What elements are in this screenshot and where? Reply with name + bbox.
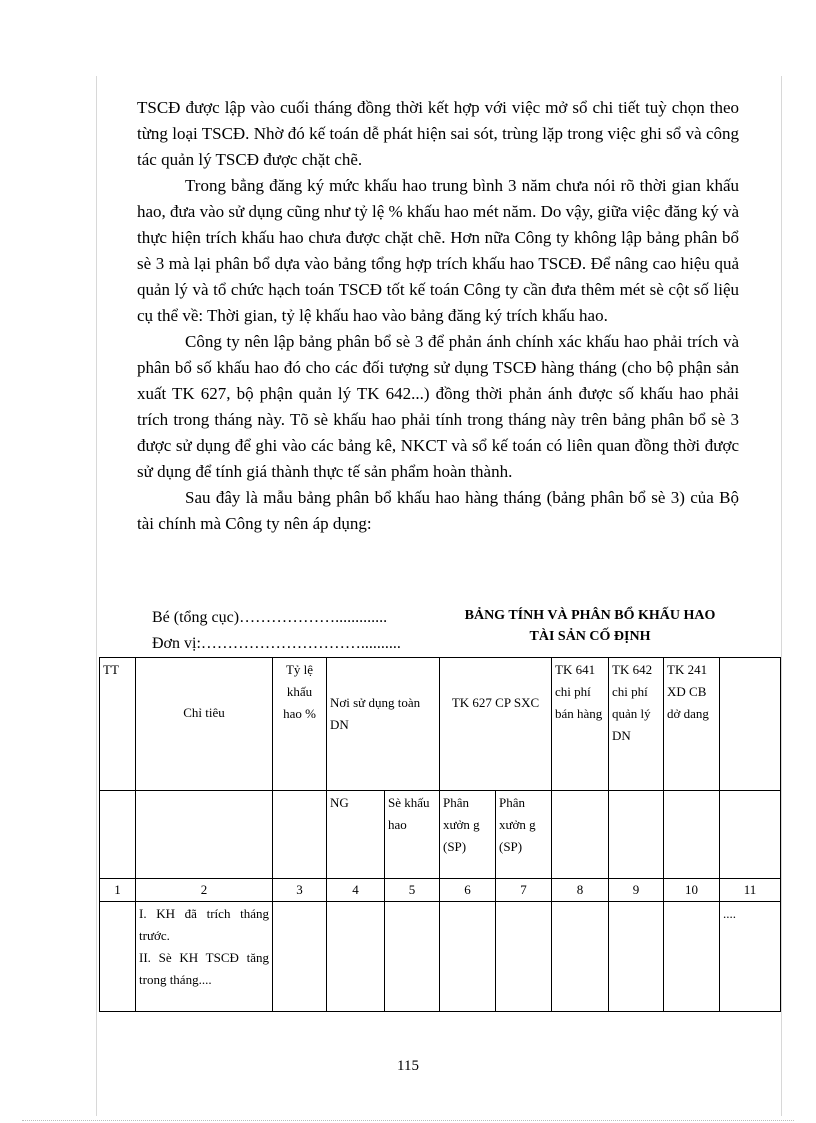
column-number-row (100, 879, 781, 902)
col-number: 4 (327, 879, 385, 902)
col-number: 11 (720, 879, 781, 902)
header-tt: TT (100, 658, 136, 791)
row-chi-tieu (136, 902, 273, 1012)
header-tk641: TK 641 chi phí bán hàng (552, 658, 609, 791)
subheader-phan-xuong-1: Phân xưởn g (SP) (440, 791, 496, 879)
col-number: 8 (552, 879, 609, 902)
subheader-phan-xuong-2: Phân xưởn g (SP) (496, 791, 552, 879)
table-header-row (100, 658, 781, 791)
table-row (100, 902, 781, 1012)
form-title-line-1: BẢNG TÍNH VÀ PHÂN BỔ KHẤU HAO (464, 608, 716, 623)
unit-line-2: Đơn vị:………………………….......... (152, 635, 401, 652)
depreciation-table (99, 657, 781, 1012)
row-line-kh-thang-truoc: I. KH đã trích tháng trước. (139, 906, 269, 943)
header-tk627: TK 627 CP SXC (440, 658, 552, 791)
header-tk241: TK 241 XD CB dở dang (664, 658, 720, 791)
header-chi-tieu: Chỉ tiêu (136, 658, 273, 791)
col-number: 5 (385, 879, 440, 902)
table-subheader-row (100, 791, 781, 879)
paragraph-1: TSCĐ được lập vào cuối tháng đồng thời kết hợp với việc mở sổ chi tiết tuỳ chọn theo từng loại TSCĐ. Nhờ đó kế toán dễ phát hiện sai sót, trùng lặp trong việc ghi sổ và công tác quản lý TSCĐ được chặt chẽ. (137, 98, 739, 169)
col-number: 2 (136, 879, 273, 902)
col-number: 3 (273, 879, 327, 902)
subheader-so-khau-hao: Sè khấu hao (385, 791, 440, 879)
col-number: 10 (664, 879, 720, 902)
form-title-line-2: TÀI SẢN CỐ ĐỊNH (529, 629, 651, 644)
paragraph-2: Trong bẳng đăng ký mức khấu hao trung bình 3 năm chưa nói rõ thời gian khấu hao, đưa vào sử dụng cũng như tỷ lệ % khấu hao mét năm. Do vậy, giữa việc đăng ký và thực hiện trích khấu hao chưa được chặt chẽ. Hơn nữa Công ty không lập bảng phân bổ sè 3 mà lại phân bổ dựa vào bảng tổng hợp trích khấu hao TSCĐ. Để nâng cao hiệu quả quản lý và tổ chức hạch toán TSCĐ tốt kế toán Công ty cần đưa thêm mét sè cột số liệu cụ thể về: Thời gian, tỷ lệ khấu hao vào bảng đăng ký trích khấu hao. (137, 176, 739, 325)
form-unit-block (152, 605, 401, 657)
unit-line-1: Bé (tổng cục)………………............. (152, 609, 388, 626)
col-number: 6 (440, 879, 496, 902)
header-noi-su-dung: Nơi sử dụng toàn DN (327, 658, 440, 791)
header-tk642: TK 642 chi phí quản lý DN (609, 658, 664, 791)
col-number: 9 (609, 879, 664, 902)
body-text (137, 95, 739, 537)
row-col11-ellipsis: .... (720, 902, 781, 1012)
paragraph-3: Công ty nên lập bảng phân bổ sè 3 để phản ánh chính xác khấu hao phải trích và phân bổ số khấu hao đó cho các đối tượng sử dụng TSCĐ hàng tháng (cho bộ phận sản xuất TK 627, bộ phận quản lý TK 642...) đồng thời phản ánh được số khấu hao phải trích trong tháng này. Tõ sè khấu hao phải tính trong tháng này trên bảng phân bổ sè 3 được sử dụng để ghi vào các bảng kê, NKCT và sổ kế toán có liên quan đồng thời được sử dụng để tính giá thành thực tế sản phẩm hoàn thành. (137, 332, 739, 481)
header-col11 (720, 658, 781, 791)
col-number: 7 (496, 879, 552, 902)
row-line-kh-tang: II. Sè KH TSCĐ tăng trong tháng.... (139, 950, 269, 987)
subheader-ng: NG (327, 791, 385, 879)
header-ty-le: Tỷ lệ khấu hao % (273, 658, 327, 791)
bottom-dotted-rule (22, 1120, 794, 1121)
col-number: 1 (100, 879, 136, 902)
page-number: 115 (397, 1058, 419, 1074)
form-title (445, 605, 735, 647)
paragraph-4: Sau đây là mẫu bảng phân bổ khấu hao hàng tháng (bảng phân bổ sè 3) của Bộ tài chính mà Công ty nên áp dụng: (137, 488, 739, 533)
